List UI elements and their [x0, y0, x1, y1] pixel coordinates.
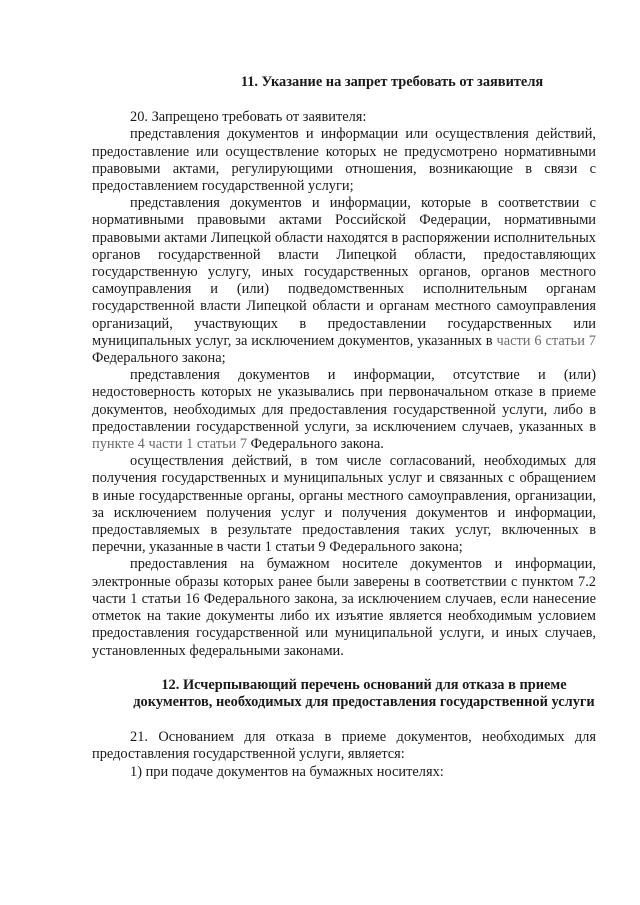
section-heading-12: 12. Исчерпывающий перечень оснований для отказа в приеме документов, необходимых для предоставления государственной услуги	[133, 676, 595, 710]
paragraph-20-item-2	[92, 195, 596, 367]
item-2-text-end: Федерального закона;	[92, 350, 226, 367]
item-3-text-end: Федерального закона.	[247, 436, 384, 453]
law-reference-link[interactable]: пункте 4 части 1 статьи 7	[92, 436, 248, 453]
law-reference-link[interactable]: части 6 статьи 7	[496, 332, 597, 349]
paragraph-20-item-4: осуществления действий, в том числе согласований, необходимых для получения государственных и муниципальных услуг и связанных с обращением в иные государственные органы, органы местного самоуправления, организации, за исключением получения услуг и получения документов и информации, предоставляемых в результате предоставления таких услуг, включенных в перечни, указанные в части 1 статьи 9 Федерального закона;	[92, 453, 596, 556]
paragraph-21: 21. Основанием для отказа в приеме документов, необходимых для предоставления государственной услуги, является:	[92, 729, 596, 763]
item-2-text: представления документов и информации, которые в соответствии с нормативными правовыми актами Российской Федерации, нормативными правовыми актами Липецкой области находятся в распоряжении исполнительных органов государственной власти Липецкой области, предоставляющих государственную услугу, иных государственных органов, органов местного самоуправления и (или) подведомственных исполнительным органам государственной власти Липецкой области и органам местного самоуправления организаций, участвующих в предоставлении государственных или муниципальных услуг, за исключением документов, указанных в	[92, 195, 596, 349]
paragraph-20-intro: 20. Запрещено требовать от заявителя:	[130, 109, 367, 126]
paragraph-20-item-5: предоставления на бумажном носителе документов и информации, электронные образы которых ранее были заверены в соответствии с пунктом 7.2 части 1 статьи 16 Федерального закона, за исключением случаев, если нанесение отметок на такие документы либо их изъятие является необходимым условием предоставления государственной или муниципальной услуги, и иных случаев, установленных федеральными законами.	[92, 556, 596, 659]
item-3-text: представления документов и информации, отсутствие и (или) недостоверность которых не указывались при первоначальном отказе в приеме документов, необходимых для предоставления государственной услуги, либо в предоставлении государственной услуги, за исключением случаев, указанных в	[92, 367, 596, 435]
paragraph-21-item-1: 1) при подаче документов на бумажных носителях:	[130, 763, 444, 780]
paragraph-20-item-3	[92, 367, 596, 453]
paragraph-20-item-1: представления документов и информации или осуществления действий, предоставление или осуществление которых не предусмотрено нормативными правовыми актами, регулирующими отношения, возникающие в связи с предоставлением государственной услуги;	[92, 126, 596, 195]
section-heading-11: 11. Указание на запрет требовать от заявителя	[240, 74, 544, 90]
document-body	[92, 74, 596, 781]
